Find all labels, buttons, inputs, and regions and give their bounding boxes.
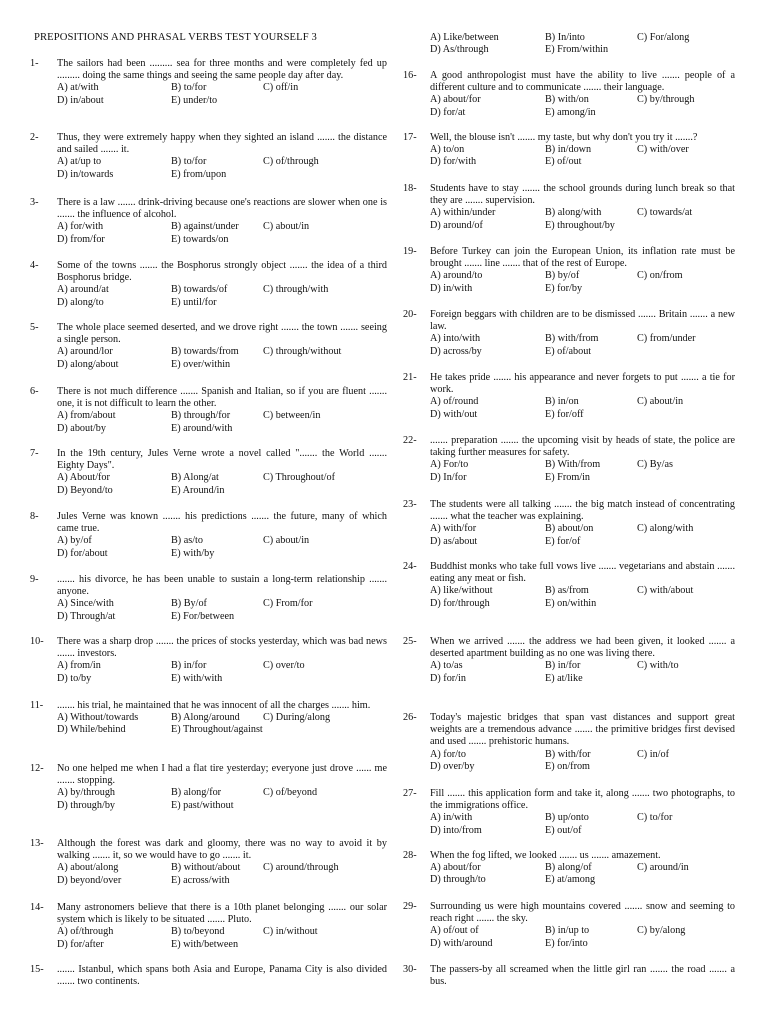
question-text: Today's majestic bridges that span vast distances and support great weights are a tremendous advance ....... the primitive bridges first devised and used ....... prehistoric humans.	[430, 712, 735, 748]
question-number: 10-	[30, 636, 44, 647]
option: A) for/with	[57, 221, 104, 233]
answer-options	[30, 535, 387, 559]
answer-options	[30, 660, 387, 684]
option: C) Throughout/of	[263, 472, 335, 484]
answer-options	[30, 346, 387, 370]
option: B) along/for	[171, 787, 222, 799]
question-text: There was a sharp drop ....... the prices of stocks yesterday, which was bad news ....... investors.	[57, 636, 387, 660]
question-number: 27-	[403, 788, 417, 799]
option: E) around/with	[171, 422, 233, 434]
option: A) to/on	[430, 144, 465, 156]
question-item	[403, 309, 735, 358]
option: B) against/under	[171, 221, 239, 233]
option: A) at/with	[57, 82, 99, 94]
question-item	[403, 788, 735, 837]
question-text: He takes pride ....... his appearance and never forgets to put ....... a tie for work.	[430, 372, 735, 396]
question-text: In the 19th century, Jules Verne wrote a novel called "....... the World ....... Eighty Days".	[57, 448, 387, 472]
option: B) in/down	[545, 144, 592, 156]
answer-options	[403, 94, 735, 118]
option: D) As/through	[430, 44, 489, 56]
option: C) For/along	[637, 32, 690, 43]
option: D) for/about	[57, 547, 108, 559]
question-item	[403, 435, 735, 484]
answer-options	[403, 207, 735, 231]
option: E) of/out	[545, 156, 582, 168]
option: C) through/without	[263, 346, 342, 358]
question-item	[30, 964, 387, 988]
answer-options	[30, 926, 387, 950]
question-number: 4-	[30, 260, 39, 271]
question-item	[30, 636, 387, 685]
question-number: 30-	[403, 964, 417, 975]
option: D) with/around	[430, 937, 493, 949]
option: B) without/about	[171, 862, 241, 874]
question-text: Surrounding us were high mountains covered ....... snow and seeming to reach right ....... the sky.	[430, 901, 735, 925]
question-item	[403, 132, 735, 169]
option: A) from/in	[57, 660, 101, 672]
question-number: 26-	[403, 712, 417, 723]
question-number: 12-	[30, 763, 44, 774]
question-text: Many astronomers believe that there is a 10th planet belonging ....... our solar system which is likely to be situated ....... Pluto.	[57, 902, 387, 926]
option: C) with/over	[637, 144, 689, 156]
question-number: 28-	[403, 850, 417, 861]
option: C) From/for	[263, 598, 313, 610]
option: C) about/in	[263, 221, 310, 233]
option: A) Like/between	[430, 32, 499, 43]
option: E) with/with	[171, 672, 223, 684]
option: E) on/from	[545, 760, 590, 772]
option: E) with/by	[171, 547, 215, 559]
option: C) with/about	[637, 585, 694, 597]
answer-options	[403, 333, 735, 357]
option: A) For/to	[430, 459, 469, 471]
option: E) among/in	[545, 106, 596, 118]
answer-options	[403, 862, 735, 886]
option: D) in/towards	[57, 168, 114, 180]
option: A) around/lor	[57, 346, 113, 358]
question-item	[30, 58, 387, 107]
option: D) for/at	[430, 106, 466, 118]
option: B) along/with	[545, 207, 602, 219]
question-text: The sailors had been ......... sea for three months and were completely fed up ......... doing the same things and seeing the same people day after day.	[57, 58, 387, 82]
option: B) In/into	[545, 32, 585, 43]
question-text: Students have to stay ....... the school grounds during lunch break so that they are ....... supervision.	[430, 183, 735, 207]
answer-options	[403, 459, 735, 483]
question-text: ....... his divorce, he has been unable to sustain a long-term relationship ....... anyone.	[57, 574, 387, 598]
option: E) past/without	[171, 799, 234, 811]
option: E) at/among	[545, 874, 596, 886]
option: D) about/by	[57, 422, 106, 434]
option: E) with/between	[171, 938, 239, 950]
option: C) of/through	[263, 156, 319, 168]
question-text: Jules Verne was known ....... his predictions ....... the future, many of which came true.	[57, 511, 387, 535]
option: A) by/of	[57, 535, 92, 547]
option: E) For/between	[171, 610, 235, 622]
question-number: 25-	[403, 636, 417, 647]
answer-options	[403, 812, 735, 836]
option: E) for/of	[545, 535, 581, 547]
option: D) for/through	[430, 597, 490, 609]
option: C) By/as	[637, 459, 673, 471]
option: A) around/to	[430, 270, 483, 282]
option: C) with/to	[637, 660, 679, 672]
option: B) Along/at	[171, 472, 219, 484]
question-item	[403, 850, 735, 887]
option: D) from/for	[57, 233, 105, 245]
option: D) with/out	[430, 408, 478, 420]
option: B) to/for	[171, 82, 207, 94]
option: E) of/about	[545, 345, 592, 357]
question-text: A good anthropologist must have the ability to live ....... people of a different culture and to communicate ....... their language.	[430, 70, 735, 94]
page-title: PREPOSITIONS AND PHRASAL VERBS TEST YOURSELF 3	[34, 32, 317, 43]
question-number: 3-	[30, 197, 39, 208]
option: D) for/in	[430, 672, 466, 684]
answer-options	[30, 712, 387, 736]
question-text: Before Turkey can join the European Union, its inflation rate must be brought ....... line ....... that of the rest of Europe.	[430, 246, 735, 270]
question-item	[403, 246, 735, 295]
option: B) along/of	[545, 862, 592, 874]
question-number: 18-	[403, 183, 417, 194]
continued-options	[403, 32, 735, 56]
question-text: The students were all talking ....... the big match instead of concentrating ....... what the teacher was explaining.	[430, 499, 735, 523]
question-item	[30, 197, 387, 246]
option: A) at/up to	[57, 156, 102, 168]
question-number: 22-	[403, 435, 417, 446]
question-item	[403, 901, 735, 950]
option: E) from/upon	[171, 168, 227, 180]
option: C) between/in	[263, 410, 321, 422]
question-number: 11-	[30, 700, 44, 711]
question-text: ....... his trial, he maintained that he was innocent of all the charges ....... him.	[57, 700, 371, 711]
option: B) as/to	[171, 535, 203, 547]
option: D) to/by	[57, 672, 92, 684]
question-item	[403, 183, 735, 232]
option: E) towards/on	[171, 233, 229, 245]
question-item	[30, 838, 387, 887]
question-item	[30, 700, 387, 737]
question-item	[403, 712, 735, 773]
option: B) with/for	[545, 748, 591, 760]
option: C) towards/at	[637, 207, 693, 219]
option: E) Around/in	[171, 484, 225, 496]
option: E) until/for	[171, 296, 217, 308]
option: D) along/about	[57, 358, 119, 370]
option: A) into/with	[430, 333, 481, 345]
option: D) into/from	[430, 824, 482, 836]
question-number: 6-	[30, 386, 39, 397]
option: D) along/to	[57, 296, 104, 308]
question-number: 23-	[403, 499, 417, 510]
option: C) in/without	[263, 926, 318, 938]
question-number: 1-	[30, 58, 39, 69]
option: E) for/by	[545, 282, 583, 294]
option: A) of/through	[57, 926, 114, 938]
option: A) to/as	[430, 660, 463, 672]
option: B) by/of	[545, 270, 580, 282]
option: D) through/by	[57, 799, 116, 811]
option: D) across/by	[430, 345, 482, 357]
question-item	[30, 260, 387, 309]
option: A) Since/with	[57, 598, 114, 610]
option: D) Through/at	[57, 610, 116, 622]
option: C) along/with	[637, 523, 694, 535]
answer-options	[30, 862, 387, 886]
option: E) for/off	[545, 408, 584, 420]
question-text: There is a law ....... drink-driving because one's reactions are slower when one is ....... the influence of alcohol.	[57, 197, 387, 221]
question-number: 20-	[403, 309, 417, 320]
question-item	[30, 511, 387, 560]
question-item	[403, 561, 735, 610]
question-text: Buddhist monks who take full vows live ....... vegetarians and abstain ....... eating any meat or fish.	[430, 561, 735, 585]
answer-options	[30, 221, 387, 245]
option: E) From/within	[545, 44, 609, 56]
question-item	[30, 386, 387, 435]
question-item	[403, 70, 735, 119]
option: C) in/of	[637, 748, 669, 760]
option: B) to/beyond	[171, 926, 225, 938]
question-item	[403, 964, 735, 988]
option: B) By/of	[171, 598, 207, 610]
answer-options	[403, 523, 735, 547]
option: E) From/in	[545, 471, 590, 483]
option: C) During/along	[263, 712, 331, 724]
option: E) Throughout/against	[171, 724, 263, 736]
answer-options	[403, 396, 735, 420]
option: E) out/of	[545, 824, 582, 836]
option: A) in/with	[430, 812, 473, 824]
option: A) around/at	[57, 284, 109, 296]
option: C) by/along	[637, 925, 686, 937]
answer-options	[30, 82, 387, 106]
option: B) with/from	[545, 333, 599, 345]
option: B) in/for	[171, 660, 207, 672]
option: A) like/without	[430, 585, 493, 597]
question-text: When we arrived ....... the address we had been given, it looked ....... a deserted apartment building as no one was living there.	[430, 636, 735, 660]
question-number: 9-	[30, 574, 39, 585]
question-text: Fill ....... this application form and take it, along ....... two photographs, to the immigrations office.	[430, 788, 735, 812]
question-item	[30, 902, 387, 951]
question-text: Although the forest was dark and gloomy, there was no way to avoid it by walking ....... it, so we would have to go ....... it.	[57, 838, 387, 862]
option: D) around/of	[430, 219, 483, 231]
answer-options	[30, 410, 387, 434]
option: B) towards/from	[171, 346, 239, 358]
question-text: When the fog lifted, we looked ....... us ....... amazement.	[430, 850, 661, 861]
question-item	[403, 636, 735, 685]
option: B) towards/of	[171, 284, 228, 296]
option: B) through/for	[171, 410, 231, 422]
option: C) from/under	[637, 333, 696, 345]
question-item	[30, 448, 387, 497]
option: B) up/onto	[545, 812, 589, 824]
option: D) over/by	[430, 760, 475, 772]
option: D) in/about	[57, 94, 104, 106]
question-number: 8-	[30, 511, 39, 522]
option: B) Along/around	[171, 712, 240, 724]
option: C) of/beyond	[263, 787, 318, 799]
option: B) With/from	[545, 459, 601, 471]
question-item	[30, 132, 387, 181]
question-number: 14-	[30, 902, 44, 913]
option: C) about/in	[637, 396, 684, 408]
answer-options	[403, 585, 735, 609]
option: C) about/in	[263, 535, 310, 547]
question-text: Well, the blouse isn't ....... my taste, but why don't you try it .......?	[430, 132, 698, 143]
option: A) about/along	[57, 862, 119, 874]
option: C) off/in	[263, 82, 299, 94]
option: A) from/about	[57, 410, 116, 422]
option: E) over/within	[171, 358, 231, 370]
question-text: Thus, they were extremely happy when they sighted an island ....... the distance and sailed ....... it.	[57, 132, 387, 156]
question-item	[403, 499, 735, 548]
question-text: No one helped me when I had a flat tire yesterday; everyone just drove ...... me ....... stopping.	[57, 763, 387, 787]
question-number: 15-	[30, 964, 44, 975]
option: D) beyond/over	[57, 874, 122, 886]
option: B) in/on	[545, 396, 579, 408]
option: B) in/up to	[545, 925, 590, 937]
option: D) for/after	[57, 938, 104, 950]
option: C) on/from	[637, 270, 683, 282]
option: B) with/on	[545, 94, 589, 106]
question-item	[30, 763, 387, 812]
answer-options	[30, 787, 387, 811]
option: E) across/with	[171, 874, 230, 886]
option: C) by/through	[637, 94, 695, 106]
option: A) about/for	[430, 94, 481, 106]
question-text: There is not much difference ....... Spanish and Italian, so if you are fluent ....... one, it is not difficult to learn the other.	[57, 386, 387, 410]
question-text: The passers-by all screamed when the little girl ran ....... the road ....... a bus.	[430, 964, 735, 988]
option: A) within/under	[430, 207, 496, 219]
option: A) for/to	[430, 748, 466, 760]
question-number: 21-	[403, 372, 417, 383]
option: B) to/for	[171, 156, 207, 168]
question-item	[30, 322, 387, 371]
option: B) as/from	[545, 585, 589, 597]
question-item	[30, 574, 387, 623]
question-number: 29-	[403, 901, 417, 912]
option: B) about/on	[545, 523, 594, 535]
option: C) to/for	[637, 812, 673, 824]
option: B) in/for	[545, 660, 581, 672]
option: C) over/to	[263, 660, 305, 672]
option: A) about/for	[430, 862, 481, 874]
option: D) Beyond/to	[57, 484, 113, 496]
answer-options	[30, 598, 387, 622]
option: D) While/behind	[57, 724, 126, 736]
question-number: 17-	[403, 132, 417, 143]
answer-options	[30, 472, 387, 496]
question-number: 24-	[403, 561, 417, 572]
question-number: 5-	[30, 322, 39, 333]
question-number: 13-	[30, 838, 44, 849]
option: A) with/for	[430, 523, 477, 535]
option: A) by/through	[57, 787, 116, 799]
question-item	[403, 372, 735, 421]
option: A) Without/towards	[57, 712, 139, 724]
answer-options	[403, 660, 735, 684]
question-text: ....... preparation ....... the upcoming visit by heads of state, the police are taking further measures for safety.	[430, 435, 735, 459]
question-text: Foreign beggars with children are to be dismissed ....... Britain ....... a new law.	[430, 309, 735, 333]
option: A) About/for	[57, 472, 110, 484]
question-number: 16-	[403, 70, 417, 81]
option: E) for/into	[545, 937, 588, 949]
option: A) of/round	[430, 396, 479, 408]
question-text: Some of the towns ....... the Bosphorus strongly object ....... the idea of a third Bosphorus bridge.	[57, 260, 387, 284]
answer-options	[403, 270, 735, 294]
option: C) through/with	[263, 284, 329, 296]
answer-options	[30, 156, 387, 180]
option: D) as/about	[430, 535, 478, 547]
answer-options	[403, 144, 735, 168]
option: E) at/like	[545, 672, 583, 684]
question-number: 19-	[403, 246, 417, 257]
answer-options	[403, 749, 735, 773]
option: C) around/through	[263, 862, 339, 874]
question-text: ....... Istanbul, which spans both Asia and Europe, Panama City is also divided ....... two continents.	[57, 964, 387, 988]
option: E) under/to	[171, 94, 218, 106]
option: C) around/in	[637, 862, 689, 874]
answer-options	[30, 284, 387, 308]
question-number: 7-	[30, 448, 39, 459]
question-text: The whole place seemed deserted, and we drove right ....... the town ....... seeing a single person.	[57, 322, 387, 346]
option: E) throughout/by	[545, 219, 615, 231]
question-number: 2-	[30, 132, 39, 143]
option: D) in/with	[430, 282, 473, 294]
answer-options	[403, 925, 735, 949]
option: D) through/to	[430, 874, 486, 886]
option: D) for/with	[430, 156, 477, 168]
option: D) In/for	[430, 471, 467, 483]
option: A) of/out of	[430, 925, 479, 937]
option: E) on/within	[545, 597, 597, 609]
